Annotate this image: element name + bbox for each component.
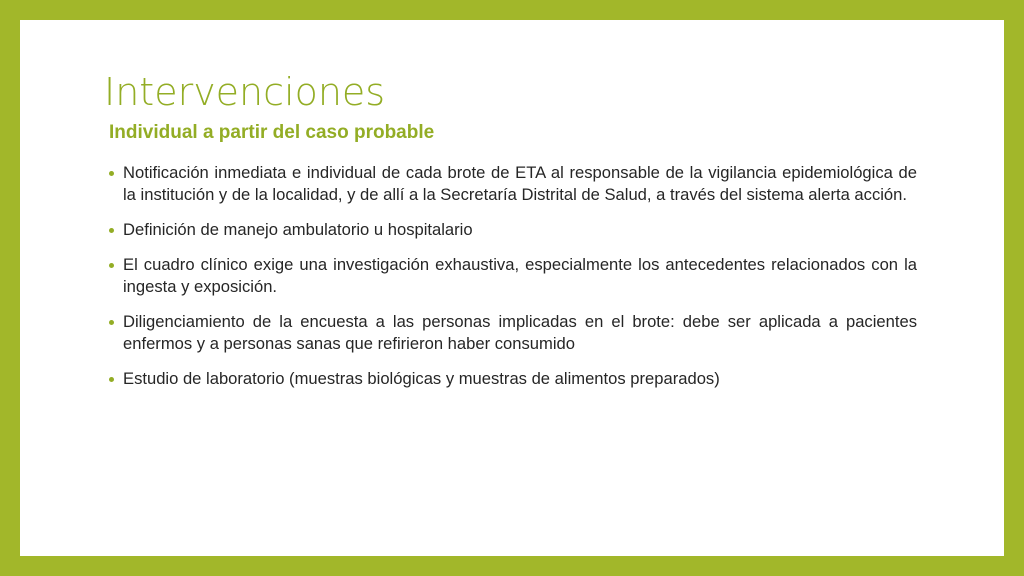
slide-canvas	[20, 20, 1004, 556]
bullet-dot-icon	[109, 171, 114, 176]
bullet-list	[109, 162, 917, 403]
bullet-item	[109, 254, 917, 298]
bullet-text: Notificación inmediata e individual de cada brote de ETA al responsable de la vigilancia epidemiológica de la institución y de la localidad, y de allí a la Secretaría Distrital de Salud, a través del sistema alerta acción.	[123, 163, 917, 204]
bullet-dot-icon	[109, 377, 114, 382]
bullet-text: Definición de manejo ambulatorio u hospitalario	[123, 220, 473, 239]
slide-subtitle: Individual a partir del caso probable	[109, 122, 435, 143]
bullet-text: Diligenciamiento de la encuesta a las personas implicadas en el brote: debe ser aplicada a pacientes enfermos y a personas sanas que refirieron haber consumido	[123, 312, 917, 353]
slide-title: Intervenciones	[104, 70, 386, 114]
bullet-text: Estudio de laboratorio (muestras biológicas y muestras de alimentos preparados)	[123, 369, 720, 388]
bullet-text: El cuadro clínico exige una investigación exhaustiva, especialmente los antecedentes relacionados con la ingesta y exposición.	[123, 255, 917, 296]
bullet-item	[109, 219, 917, 241]
bullet-dot-icon	[109, 320, 114, 325]
bullet-item	[109, 311, 917, 355]
bullet-item	[109, 162, 917, 206]
bullet-dot-icon	[109, 228, 114, 233]
bullet-item	[109, 368, 917, 390]
bullet-dot-icon	[109, 263, 114, 268]
